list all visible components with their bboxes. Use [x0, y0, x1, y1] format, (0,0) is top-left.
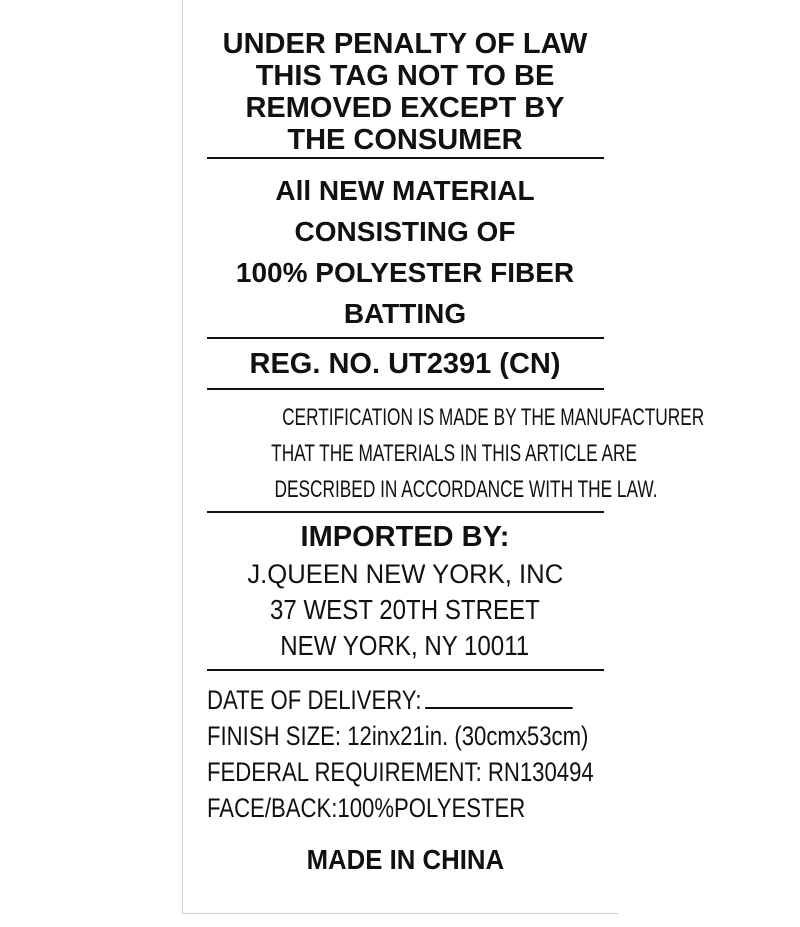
certification-line-1: CERTIFICATION IS MADE BY THE MANUFACTURER — [282, 404, 705, 431]
registration-number — [200, 346, 610, 382]
material-block — [200, 170, 610, 334]
made-in-china: MADE IN CHINA — [306, 844, 504, 875]
divider-2 — [207, 337, 604, 339]
importer-name: J.QUEEN NEW YORK, INC — [247, 559, 563, 589]
delivery-label: DATE OF DELIVERY: — [207, 685, 422, 715]
divider-5 — [207, 669, 604, 671]
divider-3 — [207, 388, 604, 390]
material-line-1: All NEW MATERIAL — [275, 175, 535, 206]
finish-size: FINISH SIZE: 12inx21in. (30cmx53cm) — [207, 721, 589, 751]
importer-street: 37 WEST 20TH STREET — [270, 594, 540, 625]
divider-4 — [207, 511, 604, 513]
material-line-4: BATTING — [343, 298, 467, 329]
law-warning-line-2: THIS TAG NOT TO BE — [255, 60, 555, 92]
registration-text: REG. NO. UT2391 (CN) — [249, 348, 561, 380]
law-warning-line-4: THE CONSUMER — [287, 124, 523, 156]
delivery-date-blank — [425, 687, 573, 709]
divider-1 — [207, 157, 604, 159]
federal-requirement: FEDERAL REQUIREMENT: RN130494 — [207, 757, 594, 787]
certification-line-2: THAT THE MATERIALS IN THIS ARTICLE ARE — [271, 440, 637, 467]
face-back-content: FACE/BACK:100%POLYESTER — [207, 793, 526, 823]
law-warning-block — [200, 28, 610, 156]
delivery-row — [207, 682, 535, 718]
material-line-2: CONSISTING OF — [294, 216, 516, 247]
material-line-3: 100% POLYESTER FIBER — [235, 257, 575, 288]
importer-city: NEW YORK, NY 10011 — [280, 630, 530, 661]
certification-line-3: DESCRIBED IN ACCORDANCE WITH THE LAW. — [274, 476, 658, 503]
law-warning-line-1: UNDER PENALTY OF LAW — [222, 28, 588, 60]
importer-heading: IMPORTED BY: — [300, 521, 510, 553]
details-block — [207, 682, 607, 826]
importer-block — [200, 518, 610, 664]
certification-block — [200, 400, 705, 508]
law-warning-line-3: REMOVED EXCEPT BY — [245, 92, 565, 124]
origin-block — [200, 842, 610, 878]
